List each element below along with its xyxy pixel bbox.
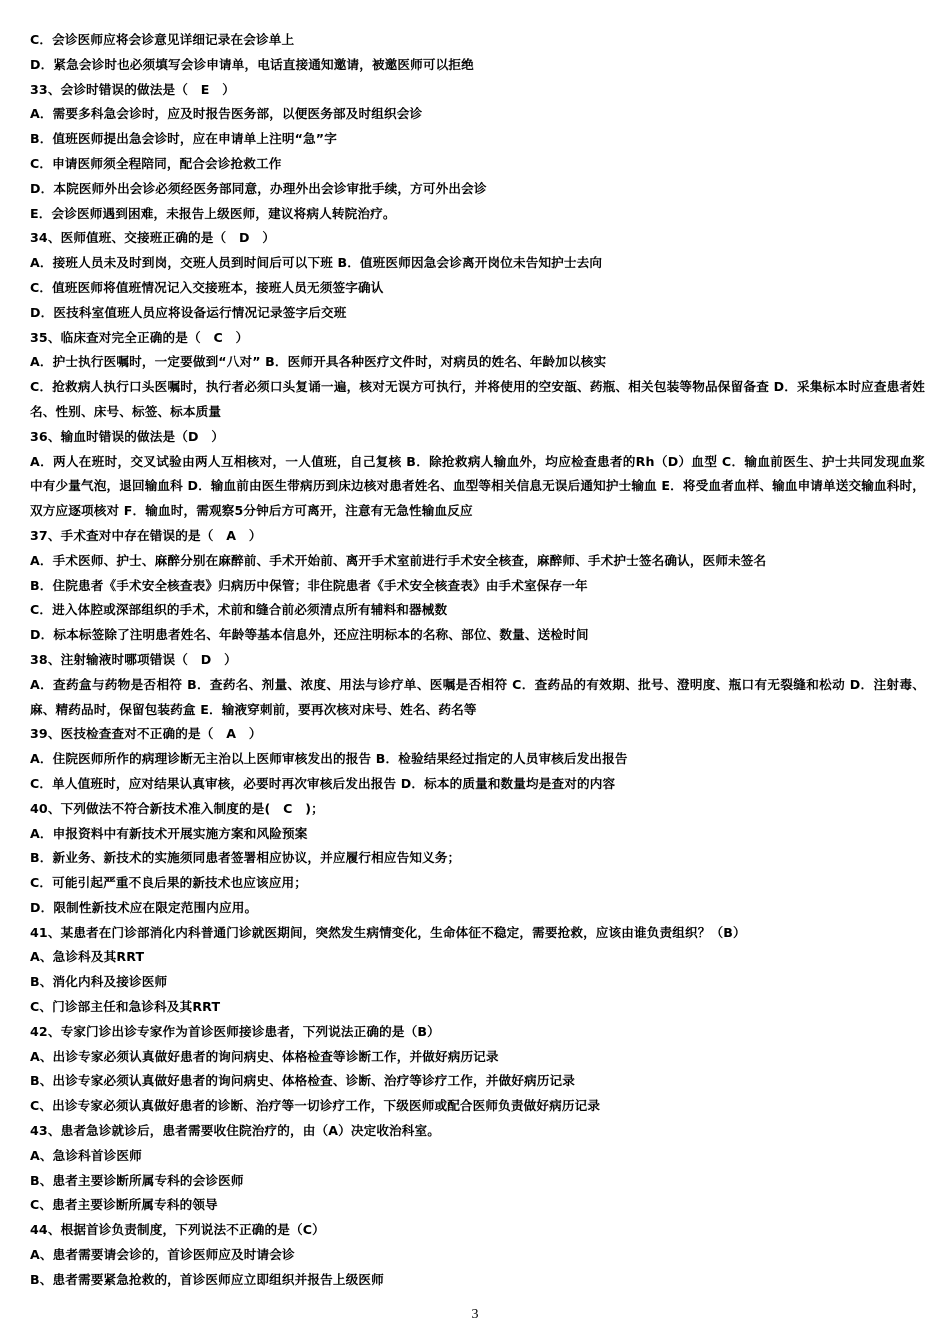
option-line: C．进入体腔或深部组织的手术，术前和缝合前必须清点所有辅料和器械数 xyxy=(30,602,448,618)
option-line: D．医技科室值班人员应将设备运行情况记录签字后交班 xyxy=(30,304,347,320)
option-line: B、消化内科及接诊医师 xyxy=(30,974,168,990)
question-heading: 33、会诊时错误的做法是（ E ） xyxy=(30,81,235,97)
question-heading: 40、下列做法不符合新技术准入制度的是( C )； xyxy=(30,800,324,816)
option-line: B．新业务、新技术的实施须同患者签署相应协议，并应履行相应告知义务； xyxy=(30,850,461,866)
option-line: C．申请医师须全程陪同，配合会诊抢救工作 xyxy=(30,155,282,171)
option-paragraph: C．抢救病人执行口头医嘱时，执行者必须口头复诵一遍，核对无误方可执行，并将使用的空安瓿、药瓶、相关包装等物品保留备查 D．采集标本时应查患者姓名、性别、床号、标签、标本质量 xyxy=(30,379,925,419)
question-heading: 42、专家门诊出诊专家作为首诊医师接诊患者，下列说法正确的是（B） xyxy=(30,1023,440,1039)
option-paragraph: A．两人在班时，交叉试验由两人互相核对，一人值班，自己复核 B．除抢救病人输血外，均应检查患者的Rh（D）血型 C．输血前医生、护士共同发现血浆中有少量气泡，退回输血科 D．输血前由医生带病历到床边核对患者姓名、血型等相关信息无误后通知护士输血 E．将受血者血样、输血申请单送交输血科时，双方应逐项核对 F．输血时，需观察5分钟后方可离开，注意有无急性输血反应 xyxy=(30,453,926,519)
option-paragraph: A．查药盒与药物是否相符 B．查药名、剂量、浓度、用法与诊疗单、医嘱是否相符 C．查药品的有效期、批号、澄明度、瓶口有无裂缝和松动 D．注射毒、麻、精药品时，保留包装药盒 E．输液穿刺前，要再次核对床号、姓名、药名等 xyxy=(30,676,925,717)
text-line: C．会诊医师应将会诊意见详细记录在会诊单上 xyxy=(30,32,295,47)
option-line: C、门诊部主任和急诊科及其RRT xyxy=(30,999,221,1015)
option-line: A．住院医师所作的病理诊断无主治以上医师审核发出的报告 B．检验结果经过指定的人员审核后发出报告 xyxy=(30,751,628,767)
option-line: C．单人值班时，应对结果认真审核，必要时再次审核后发出报告 D．标本的质量和数量均是查对的内容 xyxy=(30,775,616,791)
question-heading: 38、注射输液时哪项错误（ D ） xyxy=(30,651,237,667)
option-line: D．限制性新技术应在限定范围内应用。 xyxy=(30,899,258,915)
option-line: C．可能引起严重不良后果的新技术也应该应用； xyxy=(30,875,308,891)
page-number: 3 xyxy=(471,1307,479,1322)
document-body xyxy=(30,28,925,1293)
option-line: D．标本标签除了注明患者姓名、年龄等基本信息外，还应注明标本的名称、部位、数量、送检时间 xyxy=(30,627,589,643)
option-line: A．需要多科急会诊时，应及时报告医务部，以便医务部及时组织会诊 xyxy=(30,106,423,122)
option-line: A．申报资料中有新技术开展实施方案和风险预案 xyxy=(30,825,308,841)
option-line: A、出诊专家必须认真做好患者的询问病史、体格检查等诊断工作，并做好病历记录 xyxy=(30,1048,499,1064)
question-heading: 36、输血时错误的做法是（D ） xyxy=(30,428,225,444)
question-heading: 35、临床查对完全正确的是（ C ） xyxy=(30,329,249,345)
question-heading: 34、医师值班、交接班正确的是（ D ） xyxy=(30,230,276,246)
option-line: E．会诊医师遇到困难，未报告上级医师，建议将病人转院治疗。 xyxy=(30,205,396,221)
option-line: A、急诊科首诊医师 xyxy=(30,1147,142,1163)
question-heading: 43、患者急诊就诊后，患者需要收住院治疗的，由（A）决定收治科室。 xyxy=(30,1123,441,1139)
option-line: D．本院医师外出会诊必须经医务部同意，办理外出会诊审批手续，方可外出会诊 xyxy=(30,180,487,196)
question-heading: 41、某患者在门诊部消化内科普通门诊就医期间，突然发生病情变化，生命体征不稳定，需要抢救，应该由谁负责组织？（B） xyxy=(30,924,746,940)
option-line: C、出诊专家必须认真做好患者的诊断、治疗等一切诊疗工作，下级医师或配合医师负责做好病历记录 xyxy=(30,1098,601,1114)
option-line: A．接班人员未及时到岗，交班人员到时间后可以下班 B．值班医师因急会诊离开岗位未告知护士去向 xyxy=(30,255,603,271)
question-heading: 37、手术查对中存在错误的是（ A ） xyxy=(30,527,262,543)
question-heading: 39、医技检查查对不正确的是（ A ） xyxy=(30,726,262,742)
option-line: C．值班医师将值班情况记入交接班本，接班人员无须签字确认 xyxy=(30,279,384,295)
option-line: C、患者主要诊断所属专科的领导 xyxy=(30,1197,218,1213)
option-line: B．值班医师提出急会诊时，应在申请单上注明“急”字 xyxy=(30,131,337,147)
option-line: B．住院患者《手术安全核查表》归病历中保管；非住院患者《手术安全核查表》由手术室保存一年 xyxy=(30,577,588,593)
option-line: A．手术医师、护士、麻醉分别在麻醉前、手术开始前、离开手术室前进行手术安全核查，麻醉师、手术护士签名确认，医师未签名 xyxy=(30,552,767,568)
option-line: A、患者需要请会诊的，首诊医师应及时请会诊 xyxy=(30,1247,295,1263)
option-line: B、患者主要诊断所属专科的会诊医师 xyxy=(30,1172,244,1188)
option-line: A．护士执行医嘱时，一定要做到“八对” B．医师开具各种医疗文件时，对病员的姓名、年龄加以核实 xyxy=(30,354,607,370)
text-line: D．紧急会诊时也必须填写会诊申请单，电话直接通知邀请，被邀医师可以拒绝 xyxy=(30,56,474,72)
option-line: B、患者需要紧急抢救的，首诊医师应立即组织并报告上级医师 xyxy=(30,1271,384,1287)
option-line: B、出诊专家必须认真做好患者的询问病史、体格检查、诊断、治疗等诊疗工作，并做好病历记录 xyxy=(30,1073,575,1089)
option-line: A、急诊科及其RRT xyxy=(30,949,145,965)
question-heading: 44、根据首诊负责制度，下列说法不正确的是（C） xyxy=(30,1222,325,1238)
